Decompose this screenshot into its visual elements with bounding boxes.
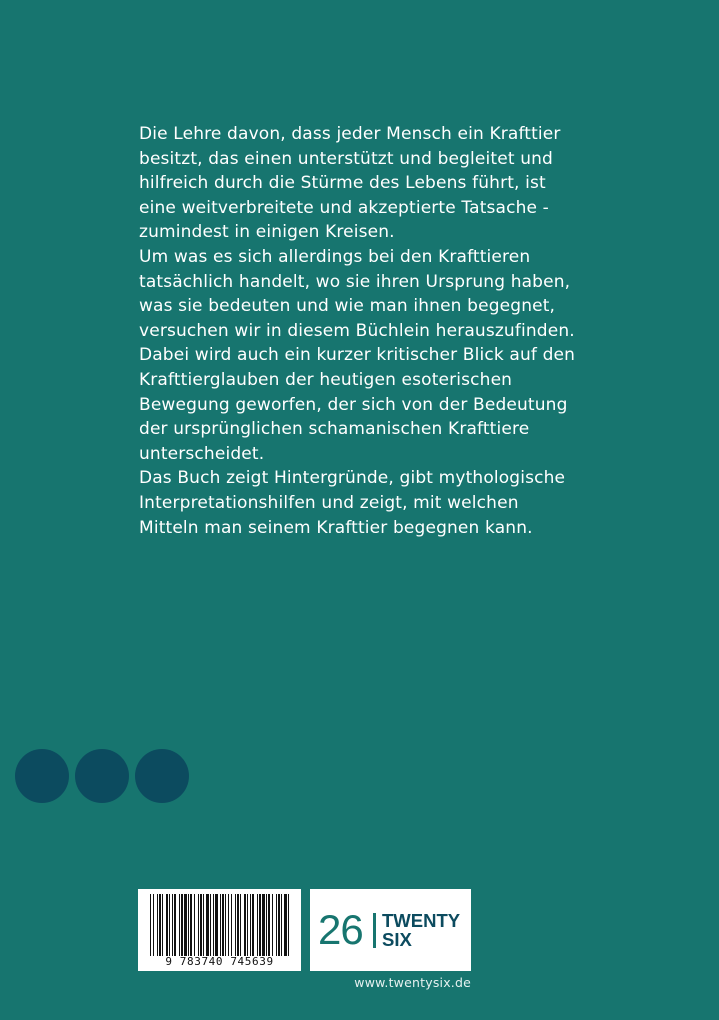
logo-divider [373,913,376,948]
barcode-bar [206,894,209,956]
barcode-bar [200,894,202,956]
publisher-url: www.twentysix.de [354,975,471,990]
blurb-line: eine weitverbreitete und akzeptierte Tatsache - [139,197,549,218]
blurb-line: Interpretationshilfen und zeigt, mit welchen [139,492,519,513]
isbn-number: 9 783740 745639 [165,955,274,968]
logo-word-six: SIX [382,929,412,950]
barcode-bar [215,894,218,956]
barcode-bar [268,894,270,956]
back-cover-blurb [139,122,587,540]
barcode-bar [179,894,180,956]
barcode-bar [159,894,161,956]
barcode-bar [244,894,246,956]
blurb-line: Die Lehre davon, dass jeder Mensch ein Krafttier [139,124,561,144]
barcode-bar [235,894,236,956]
barcode-bar [169,894,170,956]
barcode-bar [250,894,251,956]
blurb-line: tatsächlich handelt, wo sie ihren Ursprung haben, [139,271,571,292]
barcode-bar [157,894,158,956]
barcode-bar [231,894,232,956]
barcode-bar [188,894,189,956]
blurb-line: versuchen wir in diesem Büchlein herauszufinden. [139,320,575,341]
blurb-line: unterscheidet. [139,443,265,464]
barcode-bar [228,894,229,956]
blurb-line: der ursprünglichen schamanischen Krafttiere [139,419,530,440]
barcode-bar [288,894,289,956]
barcode-bar [252,894,254,956]
barcode-bar [272,894,273,956]
barcode-bar [247,894,248,956]
barcode-bar [150,894,151,956]
blurb-line: Das Buch zeigt Hintergründe, gibt mythologische [139,468,566,489]
logo-number: 26 [318,906,363,953]
barcode-bar [210,894,211,956]
barcode-bar [222,894,224,956]
decorative-dots [15,749,190,803]
blurb-line: was sie bedeuten und wie man ihnen begegnet, [139,296,556,317]
barcode-bar [203,894,204,956]
barcode-bar [281,894,282,956]
isbn-barcode [138,889,301,971]
barcode-bar [278,894,280,956]
decorative-dot [75,749,129,803]
barcode-bar [276,894,277,956]
barcode-bar [257,894,258,956]
barcode-bar [262,894,265,956]
blurb-line: besitzt, das einen unterstützt und begleitet und [139,148,553,169]
barcode-bar [184,894,187,956]
blurb-line: hilfreich durch die Stürme des Lebens führt, ist [139,173,546,194]
barcode-bar [153,894,154,956]
blurb-line: Dabei wird auch ein kurzer kritischer Blick auf den [139,345,576,366]
barcode-bar [181,894,183,956]
blurb-line: zumindest in einigen Kreisen. [139,222,395,243]
barcode-bar [259,894,261,956]
barcode-bar [266,894,267,956]
barcode-bar [220,894,221,956]
blurb-line: Mitteln man seinem Krafttier begegnen kann. [139,517,533,538]
decorative-dot [135,749,189,803]
blurb-line: Um was es sich allerdings bei den Krafttieren [139,246,531,267]
barcode-bar [213,894,214,956]
barcode-bar [174,894,176,956]
barcode-bar [284,894,287,956]
barcode-bar [198,894,199,956]
barcode-bar [194,894,195,956]
barcode-bar [172,894,173,956]
barcode-bar [237,894,239,956]
blurb-line: Krafttierglauben der heutigen esoterischen [139,369,513,390]
barcode-bar [162,894,163,956]
barcode-bar [166,894,168,956]
barcode-bar [190,894,192,956]
barcode-bar [240,894,241,956]
logo-word-twenty: TWENTY [382,910,461,931]
barcode-bar [225,894,226,956]
publisher-logo [310,889,471,971]
barcode-bars [138,889,301,959]
decorative-dot [15,749,69,803]
blurb-line: Bewegung geworfen, der sich von der Bedeutung [139,394,568,415]
